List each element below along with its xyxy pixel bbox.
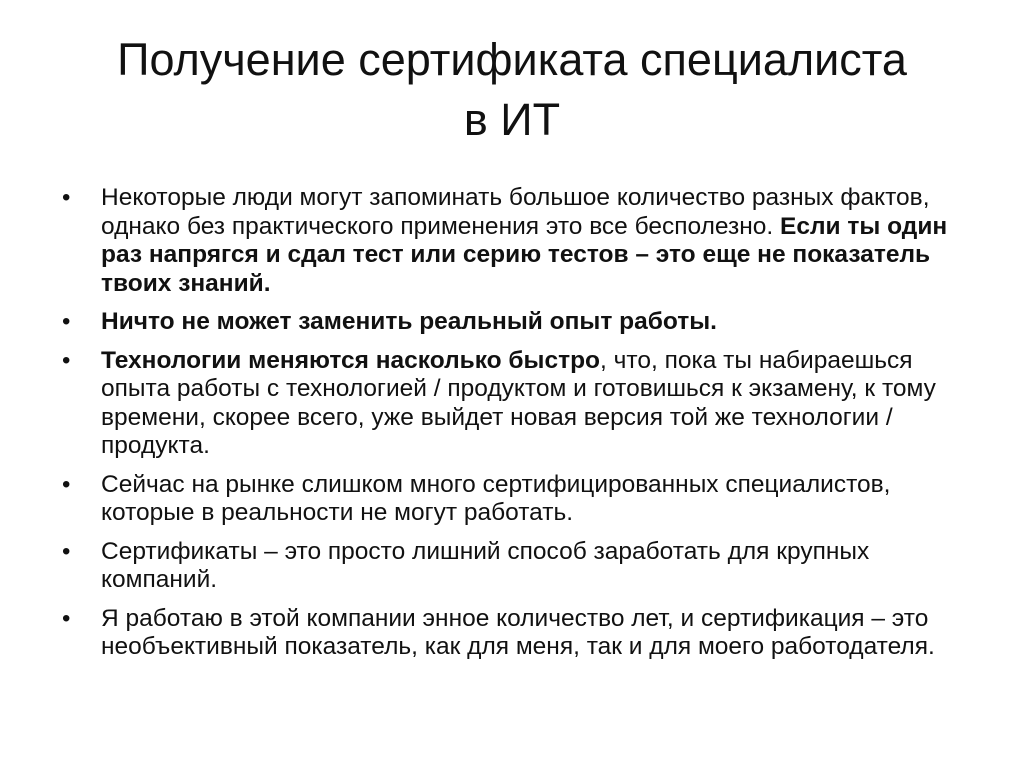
bullet-dot-icon: •	[62, 308, 71, 335]
bullet-dot-icon: •	[62, 346, 71, 374]
bullet-text: Сертификаты – это просто лишний способ заработать для крупных компаний.	[101, 537, 870, 593]
bullet-bold-text: Если ты один раз напрягся и сдал тест или серию тестов – это еще не показатель твоих знаний.	[101, 212, 948, 297]
bullet-dot-icon: •	[62, 184, 71, 211]
bullet-list	[62, 184, 967, 672]
bullet-dot-icon: •	[62, 604, 71, 632]
bullet-dot-icon: •	[62, 470, 71, 498]
bullet-item-2	[62, 308, 967, 337]
bullet-text: Некоторые люди могут запоминать большое количество разных фактов, однако без практического применения это все бесполезно.	[101, 184, 930, 240]
slide-title	[40, 30, 984, 150]
bullet-dot-icon: •	[62, 537, 71, 565]
bullet-text: Я работаю в этой компании энное количество лет, и сертификация – это необъективный показатель, как для меня, так и для моего работодателя.	[101, 604, 935, 660]
bullet-text: Сейчас на рынке слишком много сертифицированных специалистов, которые в реальности не могут работать.	[101, 470, 891, 526]
bullet-item-5	[62, 538, 967, 595]
bullet-text: , что, пока ты набираешься опыта работы с технологией / продуктом и готовишься к экзамену, к тому времени, скорее всего, уже выйдет новая версия той же технологии / продукта.	[101, 346, 936, 459]
bullet-bold-text: Ничто не может заменить реальный опыт работы.	[101, 308, 717, 335]
bullet-item-1	[62, 184, 967, 298]
bullet-item-4	[62, 471, 967, 528]
slide-title-line-1: Получение сертификата специалиста	[117, 34, 907, 85]
slide-title-line-2: в ИТ	[463, 94, 561, 145]
bullet-item-3	[62, 347, 967, 461]
bullet-item-6	[62, 605, 967, 662]
bullet-bold-text: Технологии меняются насколько быстро	[101, 346, 601, 374]
